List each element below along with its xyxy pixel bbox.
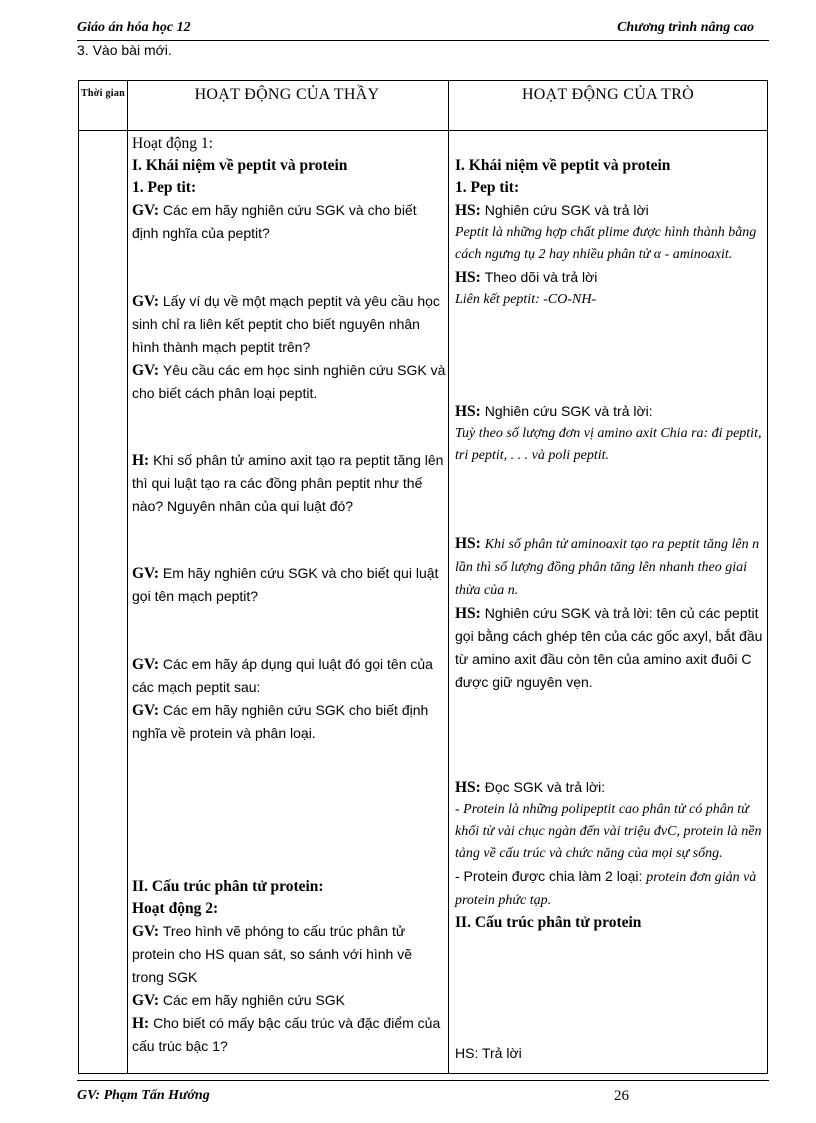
activity-2-title: Hoạt động 2: xyxy=(132,900,219,917)
section-1-title: I. Khái niệm về peptit và protein xyxy=(132,157,348,174)
header-program: Chương trình nâng cao xyxy=(617,20,754,35)
hs-label: HS: xyxy=(455,779,481,796)
teacher-question-1 xyxy=(132,199,446,245)
student-answer-6-detail: - Protein là những polipeptit cao phân tử có phân tử khối từ vài chục ngàn đến vài triệu đvC, protein là nền tảng về cấu trúc và chức năng của mọi sự sống. xyxy=(455,802,762,861)
student-block-1 xyxy=(455,155,765,311)
header-subject: Giáo án hóa học 12 xyxy=(77,20,191,35)
footer-rule xyxy=(77,1080,769,1081)
student-answer-2-text: Theo dõi và trả lời xyxy=(484,269,598,285)
teacher-question-8-text: Treo hình vẽ phóng to cấu trúc phân tử protein cho HS quan sát, so sánh với hình vẽ trong SGK xyxy=(132,923,413,985)
hs-label: HS: xyxy=(455,535,481,552)
student-answer-7-prefix: - Protein được chia làm 2 loại: xyxy=(455,868,643,884)
footer-teacher: GV: Phạm Tấn Hướng xyxy=(77,1088,210,1103)
activity-1-title: Hoạt động 1: xyxy=(132,135,213,152)
gv-label: GV: xyxy=(132,923,159,940)
hs-label: HS: xyxy=(455,269,481,286)
subsection-1-title: 1. Pep tit: xyxy=(132,179,197,196)
teacher-question-1-text: Các em hãy nghiên cứu SGK và cho biết định nghĩa của peptit? xyxy=(132,202,417,241)
student-answer-1-text: Nghiên cứu SGK và trả lời xyxy=(484,202,649,218)
gv-label: GV: xyxy=(132,565,159,582)
teacher-question-2 xyxy=(132,290,446,359)
teacher-block-5 xyxy=(132,653,446,745)
table-divider-activity xyxy=(448,80,449,1074)
h-label: H: xyxy=(132,1015,150,1032)
student-block-4 xyxy=(455,776,765,934)
col-student-header: HOẠT ĐỘNG CỦA TRÒ xyxy=(521,86,695,103)
teacher-question-9 xyxy=(132,989,446,1012)
student-section-1-title: I. Khái niệm về peptit và protein xyxy=(455,157,671,174)
intro-text: 3. Vào bài mới. xyxy=(77,42,172,58)
teacher-question-7 xyxy=(132,699,446,745)
student-block-5 xyxy=(455,1042,765,1064)
teacher-block-1 xyxy=(132,133,446,245)
teacher-block-4 xyxy=(132,562,446,608)
table-header-rule xyxy=(78,130,768,131)
page-number: 26 xyxy=(614,1088,629,1104)
student-answer-3 xyxy=(455,400,765,423)
table-divider-time xyxy=(127,80,128,1074)
student-answer-3-text: Nghiên cứu SGK và trả lời: xyxy=(484,403,653,419)
student-subsection-1-title: 1. Pep tit: xyxy=(455,179,520,196)
student-answer-7-text: protein đơn giản và protein phức tạp. xyxy=(455,870,757,908)
teacher-question-7-text: Các em hãy nghiên cứu SGK cho biết định nghĩa về protein và phân loại. xyxy=(132,702,429,741)
student-answer-2-detail: Liên kết peptit: -CO-NH- xyxy=(455,292,597,307)
student-answer-8: HS: Trả lời xyxy=(455,1045,522,1061)
student-section-2-title: II. Cấu trúc phân tử protein xyxy=(455,914,642,931)
section-2-title: II. Cấu trúc phân tử protein: xyxy=(132,878,324,895)
student-answer-7 xyxy=(455,865,765,912)
student-answer-4-text: Khi số phân tử aminoaxit tạo ra peptit tăng lên n lần thì số lượng đồng phân tăng lên nhanh theo giai thừa của n. xyxy=(455,537,760,598)
student-block-3 xyxy=(455,533,765,694)
teacher-question-5 xyxy=(132,562,446,608)
teacher-question-10 xyxy=(132,1012,446,1058)
gv-label: GV: xyxy=(132,293,159,310)
student-answer-6-text: Đọc SGK và trả lời: xyxy=(484,779,606,795)
student-answer-4 xyxy=(455,533,765,602)
teacher-block-6 xyxy=(132,876,446,1058)
student-answer-3-detail: Tuỳ theo số lượng đơn vị amino axit Chia ra: đi peptit, tri peptit, . . . và poli peptit. xyxy=(455,426,762,463)
teacher-question-8 xyxy=(132,920,446,989)
teacher-question-4-text: Khi số phân tử amino axit tạo ra peptit tăng lên thì qui luật tạo ra các đồng phân peptit như thế nào? Nguyên nhân của qui luật đó? xyxy=(132,452,444,514)
teacher-question-4 xyxy=(132,449,446,518)
teacher-question-5-text: Em hãy nghiên cứu SGK và cho biết qui luật gọi tên mạch peptit? xyxy=(132,565,439,604)
gv-label: GV: xyxy=(132,362,159,379)
gv-label: GV: xyxy=(132,202,159,219)
student-answer-2 xyxy=(455,266,765,289)
gv-label: GV: xyxy=(132,702,159,719)
teacher-question-6 xyxy=(132,653,446,699)
student-answer-5-text: Nghiên cứu SGK và trả lời: tên củ các peptit gọi bằng cách ghép tên của các gốc axyl, bắt đầu từ amino axit đầu còn tên của amino axit đuôi C được giữ nguyên vẹn. xyxy=(455,605,763,690)
teacher-block-2 xyxy=(132,290,446,405)
student-answer-6 xyxy=(455,776,765,799)
col-teacher-header: HOẠT ĐỘNG CỦA THẦY xyxy=(194,86,380,103)
gv-label: GV: xyxy=(132,656,159,673)
student-block-2 xyxy=(455,400,765,467)
gv-label: GV: xyxy=(132,992,159,1009)
teacher-question-6-text: Các em hãy áp dụng qui luật đó gọi tên của các mạch peptit sau: xyxy=(132,656,433,695)
hs-label: HS: xyxy=(455,403,481,420)
teacher-question-9-text: Các em hãy nghiên cứu SGK xyxy=(162,992,346,1008)
teacher-block-3 xyxy=(132,449,446,518)
teacher-question-10-text: Cho biết có mấy bậc cấu trúc và đặc điểm của cấu trúc bậc 1? xyxy=(132,1015,441,1054)
teacher-question-3 xyxy=(132,359,446,405)
teacher-question-2-text: Lấy ví dụ về một mạch peptit và yêu cầu học sinh chỉ ra liên kết peptit cho biết nguyên nhân hình thành mạch peptit trên? xyxy=(132,293,440,355)
student-answer-1-detail: Peptit là những hợp chất plime được hình thành bằng cách ngưng tụ 2 hay nhiều phân tử α - aminoaxit. xyxy=(455,225,757,262)
hs-label: HS: xyxy=(455,605,481,622)
header-rule xyxy=(77,40,769,41)
col-time-header: Thời gian xyxy=(80,88,126,99)
hs-label: HS: xyxy=(455,202,481,219)
teacher-question-3-text: Yêu cầu các em học sinh nghiên cứu SGK và cho biết cách phân loại peptit. xyxy=(132,362,446,401)
h-label: H: xyxy=(132,452,150,469)
student-answer-1 xyxy=(455,199,765,222)
student-answer-5 xyxy=(455,602,765,694)
